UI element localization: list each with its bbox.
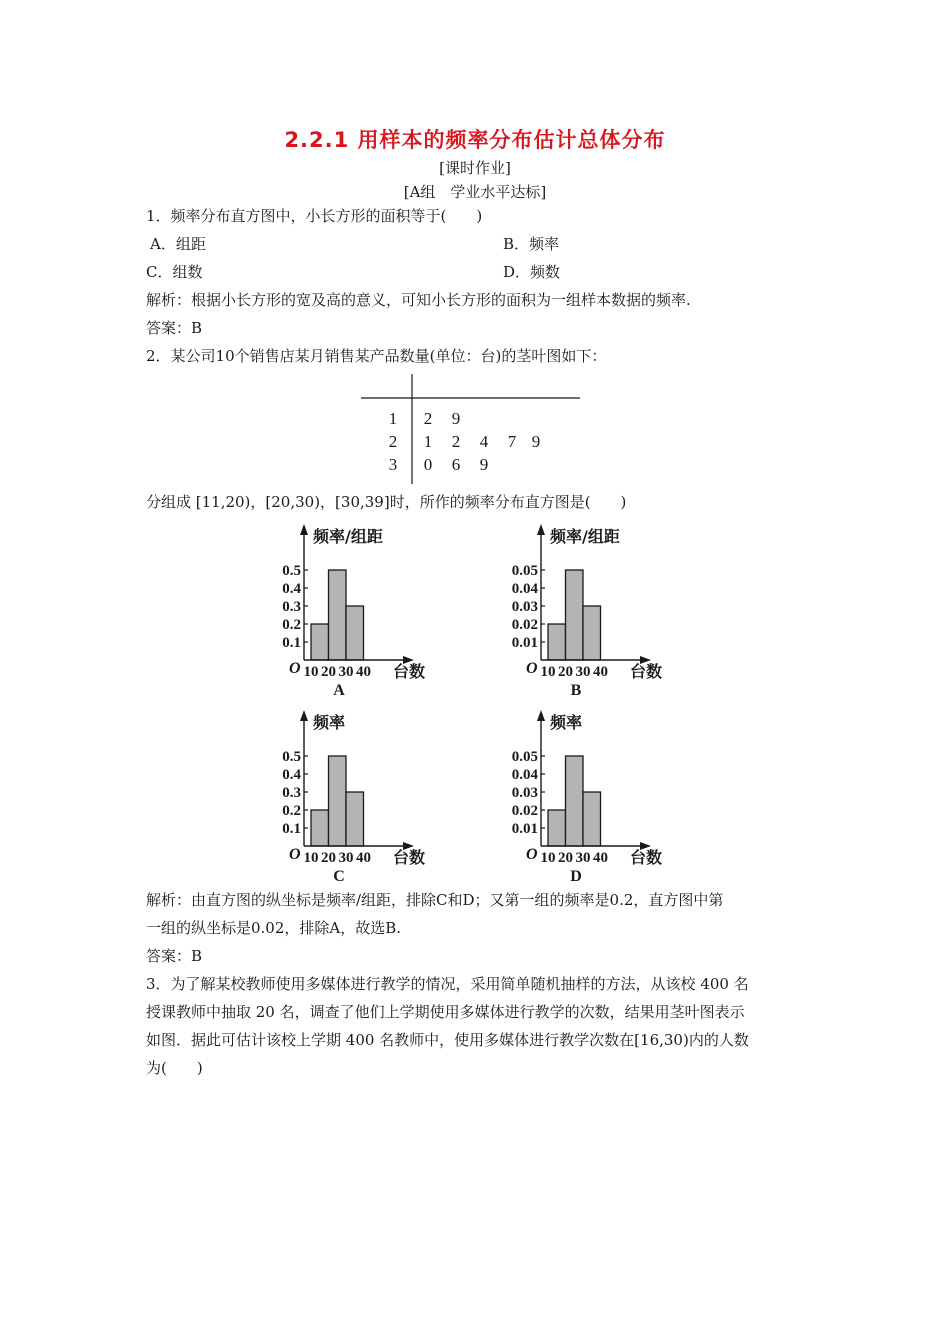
histogram-option-label: B — [570, 682, 582, 699]
y-tick-label: 0.03 — [511, 785, 538, 801]
histogram-bar — [583, 606, 601, 660]
origin-label: O — [526, 846, 538, 863]
histogram-bar — [566, 570, 584, 660]
histogram-a — [260, 520, 440, 700]
leaf-value: 6 — [451, 455, 461, 474]
y-tick-label: 0.02 — [511, 803, 538, 819]
x-tick-label: 10 — [303, 664, 319, 680]
leaf-value: 9 — [451, 409, 461, 428]
page-title: 2.2.1 用样本的频率分布估计总体分布 — [284, 128, 666, 152]
q2-answer: 答案：B — [146, 947, 203, 965]
y-tick-label: 0.2 — [282, 617, 301, 633]
y-tick-label: 0.05 — [511, 563, 538, 579]
y-axis-arrow-icon — [537, 710, 545, 721]
x-tick-label: 10 — [540, 664, 556, 680]
stem-leaf-plot — [355, 372, 595, 488]
y-tick-label: 0.02 — [511, 617, 538, 633]
histogram-bar — [329, 756, 347, 846]
q1-option-d: D．频数 — [503, 263, 561, 281]
y-tick-label: 0.05 — [511, 749, 538, 765]
y-tick-label: 0.3 — [282, 785, 301, 801]
x-tick-label: 10 — [540, 850, 556, 866]
q1-answer: 答案：B — [146, 319, 203, 337]
subtitle-group-a: [A组 学业水平达标] — [403, 183, 547, 201]
y-tick-label: 0.1 — [282, 635, 301, 651]
q1-analysis: 解析：根据小长方形的宽及高的意义，可知小长方形的面积为一组样本数据的频率. — [146, 291, 691, 309]
y-tick-label: 0.2 — [282, 803, 301, 819]
leaf-value: 7 — [507, 432, 517, 451]
histogram-b — [497, 520, 677, 700]
y-tick-label: 0.1 — [282, 821, 301, 837]
histogram-bar — [311, 810, 329, 846]
y-tick-label: 0.04 — [511, 581, 538, 597]
x-tick-label: 30 — [338, 850, 354, 866]
x-tick-label: 30 — [338, 664, 354, 680]
histogram-option-label: A — [333, 682, 345, 699]
stem-value: 2 — [388, 432, 398, 451]
x-tick-label: 10 — [303, 850, 319, 866]
q1-option-c: C．组数 — [146, 263, 203, 281]
stem-value: 1 — [388, 409, 398, 428]
y-tick-label: 0.03 — [511, 599, 538, 615]
x-tick-label: 30 — [575, 664, 591, 680]
q1-option-a: A．组距 — [150, 235, 206, 253]
histogram-d — [497, 706, 677, 886]
y-tick-label: 0.01 — [511, 635, 538, 651]
histogram-y-title: 频率/组距 — [550, 527, 620, 546]
histogram-y-title: 频率 — [550, 713, 583, 732]
histogram-bar — [346, 606, 364, 660]
x-tick-label: 40 — [593, 664, 608, 680]
q2-analysis-line1: 解析：由直方图的纵坐标是频率/组距，排除C和D；又第一组的频率是0.2，直方图中第 — [146, 891, 724, 909]
x-tick-label: 20 — [321, 850, 336, 866]
subtitle-homework: [课时作业] — [439, 159, 511, 177]
x-axis-label: 台数 — [630, 662, 663, 681]
origin-label: O — [289, 660, 301, 677]
y-axis-arrow-icon — [300, 524, 308, 535]
x-tick-label: 20 — [558, 664, 573, 680]
q2-stem: 2．某公司10个销售店某月销售某产品数量(单位：台)的茎叶图如下： — [146, 347, 607, 365]
q3-line1: 3．为了解某校教师使用多媒体进行教学的情况，采用简单随机抽样的方法，从该校 400 名 — [146, 975, 749, 993]
leaf-value: 9 — [531, 432, 541, 451]
histogram-bar — [548, 624, 566, 660]
histogram-bar — [346, 792, 364, 846]
y-axis-arrow-icon — [537, 524, 545, 535]
y-axis-arrow-icon — [300, 710, 308, 721]
x-axis-label: 台数 — [393, 848, 426, 867]
q1-option-b: B．频率 — [503, 235, 560, 253]
x-axis-label: 台数 — [630, 848, 663, 867]
q3-line3: 如图．据此可估计该校上学期 400 名教师中，使用多媒体进行教学次数在[16,30)内的人数 — [146, 1031, 749, 1049]
y-tick-label: 0.4 — [282, 581, 301, 597]
histogram-c — [260, 706, 440, 886]
x-tick-label: 40 — [356, 850, 371, 866]
stem-value: 3 — [388, 455, 398, 474]
leaf-value: 2 — [423, 409, 433, 428]
histogram-bar — [583, 792, 601, 846]
x-tick-label: 20 — [321, 664, 336, 680]
q2-grouping: 分组成 [11,20)，[20,30)，[30,39]时，所作的频率分布直方图是( ) — [146, 493, 627, 511]
x-axis-label: 台数 — [393, 662, 426, 681]
histogram-y-title: 频率/组距 — [313, 527, 383, 546]
y-tick-label: 0.01 — [511, 821, 538, 837]
histogram-bar — [329, 570, 347, 660]
y-tick-label: 0.5 — [282, 749, 301, 765]
leaf-value: 2 — [451, 432, 461, 451]
leaf-value: 4 — [479, 432, 489, 451]
x-tick-label: 30 — [575, 850, 591, 866]
histogram-y-title: 频率 — [313, 713, 346, 732]
x-tick-label: 40 — [593, 850, 608, 866]
y-tick-label: 0.4 — [282, 767, 301, 783]
histogram-bar — [548, 810, 566, 846]
leaf-value: 9 — [479, 455, 489, 474]
histogram-option-label: D — [570, 868, 582, 885]
histogram-bar — [566, 756, 584, 846]
y-tick-label: 0.5 — [282, 563, 301, 579]
leaf-value: 0 — [423, 455, 433, 474]
q3-line4: 为( ) — [146, 1059, 203, 1077]
x-tick-label: 20 — [558, 850, 573, 866]
q3-line2: 授课教师中抽取 20 名，调查了他们上学期使用多媒体进行教学的次数，结果用茎叶图表示 — [146, 1003, 745, 1021]
origin-label: O — [526, 660, 538, 677]
leaf-value: 1 — [423, 432, 433, 451]
histogram-bar — [311, 624, 329, 660]
x-tick-label: 40 — [356, 664, 371, 680]
q2-analysis-line2: 一组的纵坐标是0.02，排除A，故选B. — [146, 919, 402, 937]
q1-stem: 1．频率分布直方图中，小长方形的面积等于( ) — [146, 207, 483, 225]
y-tick-label: 0.04 — [511, 767, 538, 783]
y-tick-label: 0.3 — [282, 599, 301, 615]
histogram-option-label: C — [333, 868, 345, 885]
origin-label: O — [289, 846, 301, 863]
